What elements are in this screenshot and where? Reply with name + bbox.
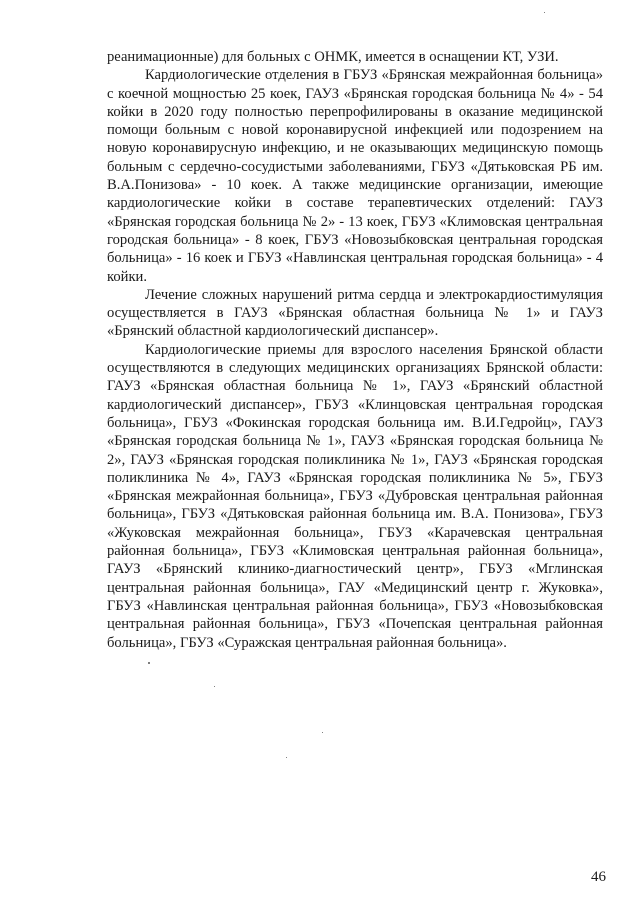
paragraph-cardiology-departments: Кардиологические отделения в ГБУЗ «Брянская межрайонная больница» с коечной мощностью 25 коек, ГАУЗ «Брянская городская больница № 4» - 54 койки в 2020 году полностью перепрофилированы в оказание медицинской помощи больным с новой коронавирусной инфекцией или подозрением на новую коронавирусную инфекцию, и не оказывающих медицинскую помощь больным с сердечно-сосудистыми заболеваниями, ГБУЗ «Дятьковская РБ им. В.А.Понизова» - 10 коек. А также медицинские организации, имеющие кардиологические койки в составе терапевтических отделений: ГАУЗ «Брянская городская больница № 2» - 13 коек, ГБУЗ «Климовская центральная городская больница» - 8 коек, ГБУЗ «Новозыбковская центральная городская больница» - 16 коек и ГБУЗ «Навлинская центральная городская больница» - 4 койки.	[107, 67, 603, 285]
scan-speck	[544, 12, 545, 13]
paragraph-arrhythmia-treatment: Лечение сложных нарушений ритма сердца и электрокардиостимуляция осуществляется в ГАУЗ «Брянская областная больница № 1» и ГАУЗ «Брянский областной кардиологический диспансер».	[107, 286, 603, 340]
scan-speck	[214, 686, 215, 687]
scan-speck	[148, 662, 150, 664]
page-number: 46	[591, 869, 606, 885]
scan-speck	[286, 757, 287, 758]
paragraph-cardiology-appointments: Кардиологические приемы для взрослого населения Брянской области осуществляются в следующих медицинских организациях Брянской области: ГАУЗ «Брянская областная больница № 1», ГАУЗ «Брянский областной кардиологический диспансер», ГБУЗ «Клинцовская центральная городская больница», ГБУЗ «Фокинская городская больница им. В.И.Гедройц», ГАУЗ «Брянская городская больница № 1», ГАУЗ «Брянская городская больница № 2», ГАУЗ «Брянская городская поликлиника № 1», ГАУЗ «Брянская городская поликлиника № 4», ГАУЗ «Брянская городская поликлиника № 5», ГБУЗ «Брянская межрайонная больница», ГБУЗ «Дубровская центральная районная больница», ГБУЗ «Дятьковская районная больница им. В.А. Понизова», ГБУЗ «Жуковская межрайонная больница», ГБУЗ «Карачевская центральная районная больница», ГБУЗ «Климовская центральная районная больница», ГАУЗ «Брянский клинико-диагностический центр», ГБУЗ «Мглинская центральная районная больница», ГАУ «Медицинский центр г. Жуковка», ГБУЗ «Навлинская центральная районная больница», ГБУЗ «Новозыбковская центральная районная больница», ГБУЗ «Почепская центральная районная больница», ГБУЗ «Суражская центральная районная больница».	[107, 341, 603, 651]
body-text	[107, 48, 603, 652]
scan-speck	[322, 732, 323, 733]
paragraph-continuation: реанимационные) для больных с ОНМК, имеется в оснащении КТ, УЗИ.	[107, 49, 559, 65]
